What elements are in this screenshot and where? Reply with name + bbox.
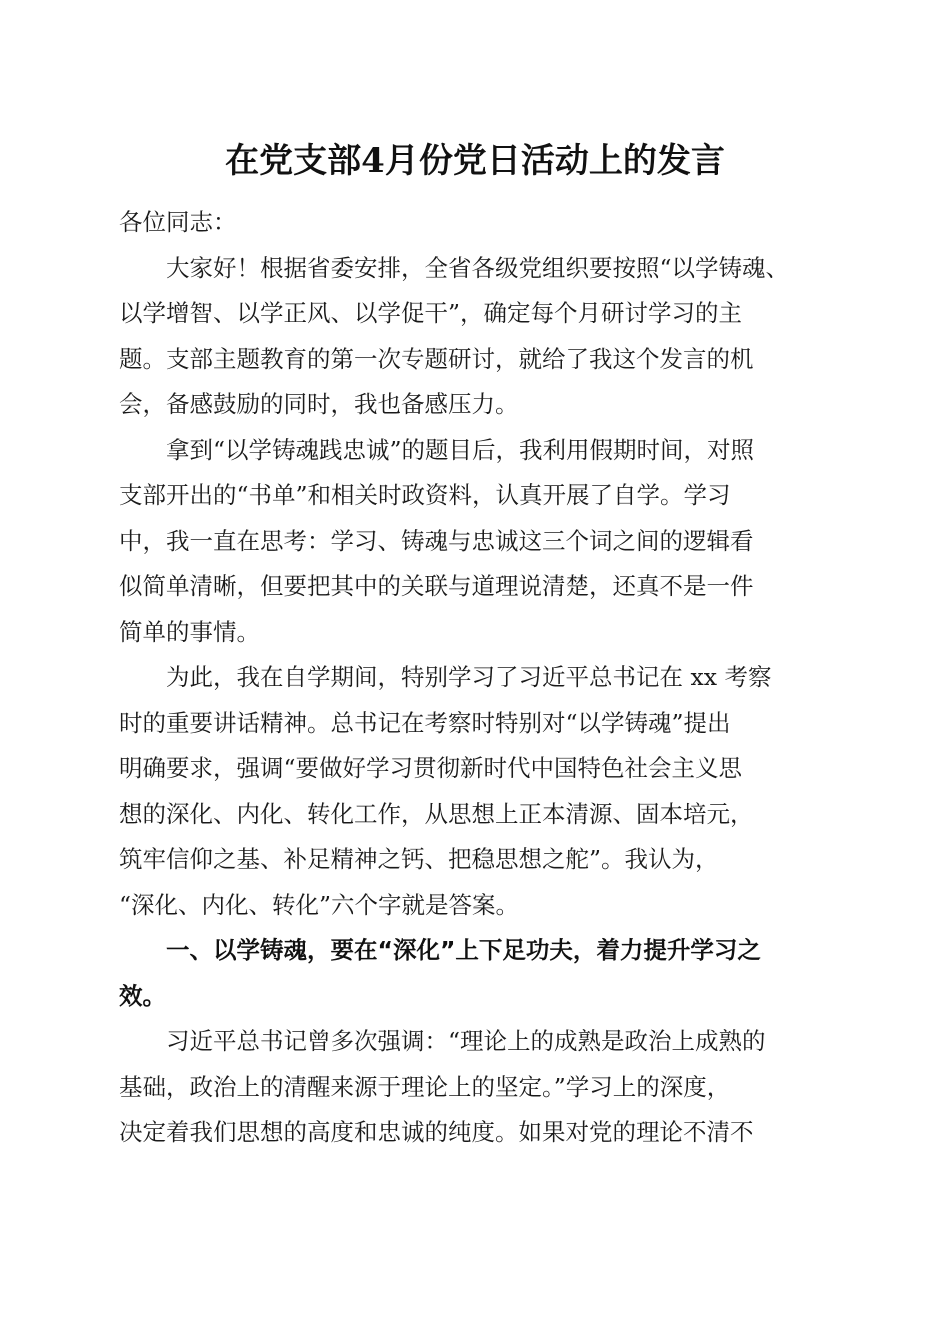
paragraph (119, 428, 831, 656)
paragraph-line: 为此，我在自学期间，特别学习了习近平总书记在 xx 考察 (166, 663, 772, 691)
paragraph-line: 拿到“以学铸魂践忠诚”的题目后，我利用假期时间，对照 (166, 435, 755, 464)
paragraph-line: 习近平总书记曾多次强调：“理论上的成熟是政治上成熟的 (166, 1027, 766, 1055)
paragraph (119, 246, 831, 428)
paragraph-line: 时的重要讲话精神。总书记在考察时特别对“以学铸魂”提出 (119, 708, 731, 737)
section-heading-line: 一、以学铸魂，要在“深化”上下足功夫，着力提升学习之 (166, 936, 761, 964)
paragraph-line: 简单的事情。 (119, 617, 260, 646)
document-title: 在党支部4月份党日活动上的发言 (225, 141, 725, 181)
paragraph-line: 会，备感鼓励的同时，我也备感压力。 (119, 390, 519, 418)
paragraph-line: 题。支部主题教育的第一次专题研讨，就给了我这个发言的机 (119, 344, 754, 373)
paragraph-line: “深化、内化、转化”六个字就是答案。 (119, 890, 520, 919)
paragraph (119, 655, 831, 928)
section-heading-line: 效。 (119, 981, 166, 1010)
paragraph-line: 似简单清晰，但要把其中的关联与道理说清楚，还真不是一件 (119, 572, 754, 600)
paragraph-line: 以学增智、以学正风、以学促干”，确定每个月研讨学习的主 (119, 299, 743, 327)
paragraph-line: 大家好！根据省委安排，全省各级党组织要按照“以学铸魂、 (166, 253, 790, 282)
paragraph-line: 想的深化、内化、转化工作，从思想上正本清源、固本培元， (119, 799, 754, 828)
paragraph (119, 1019, 831, 1156)
paragraph-line: 基础，政治上的清醒来源于理论上的坚定。”学习上的深度， (119, 1072, 731, 1101)
paragraph-line: 决定着我们思想的高度和忠诚的纯度。如果对党的理论不清不 (119, 1118, 754, 1146)
paragraph-line: 中，我一直在思考：学习、铸魂与忠诚这三个词之间的逻辑看 (119, 526, 754, 555)
paragraph-line: 筑牢信仰之基、补足精神之钙、把稳思想之舵”。我认为， (119, 845, 719, 873)
section-heading (119, 928, 831, 1019)
document-body (119, 200, 831, 1156)
paragraph-line: 支部开出的“书单”和相关时政资料，认真开展了自学。学习 (119, 481, 731, 509)
salutation: 各位同志： (119, 208, 237, 236)
paragraph-line: 明确要求，强调“要做好学习贯彻新时代中国特色社会主义思 (119, 754, 743, 782)
